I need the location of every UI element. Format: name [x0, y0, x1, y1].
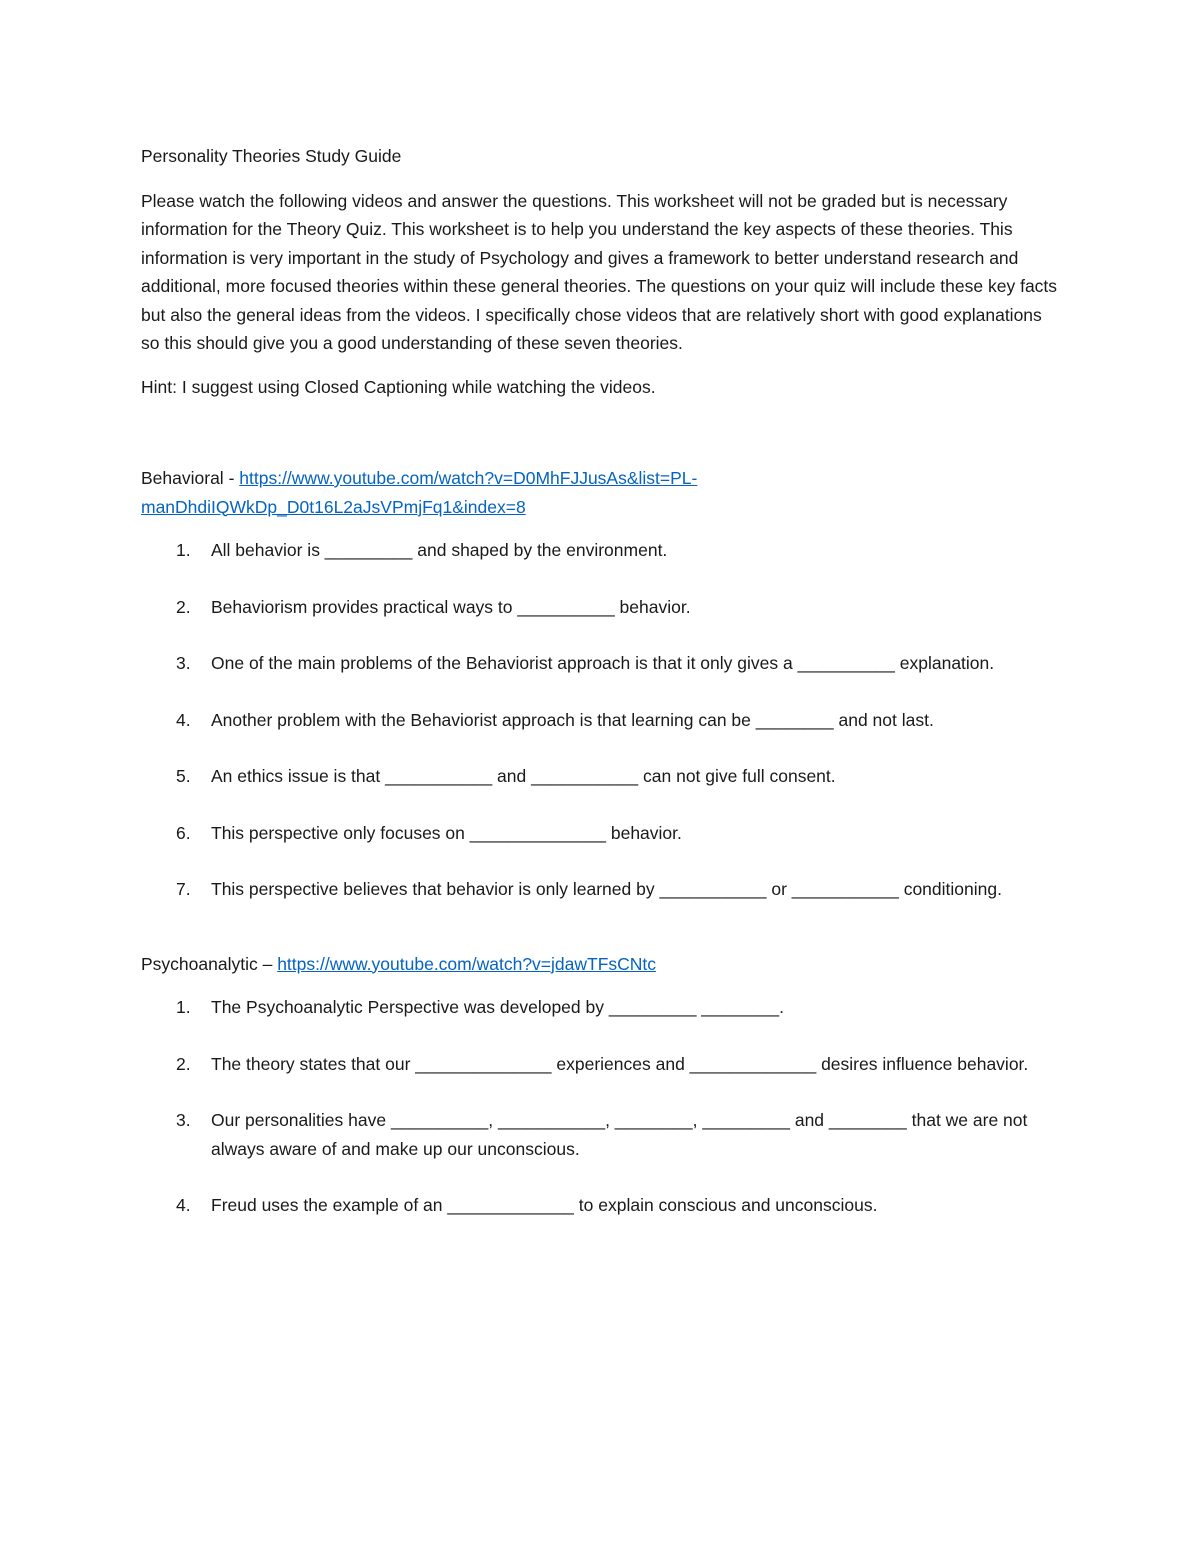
question-number: 2. — [176, 1053, 191, 1074]
question-text: Our personalities have __________, ___________, ________, _________ and ________ that we are not always aware of and make up our unconscious. — [211, 1110, 1028, 1159]
question-number: 7. — [176, 879, 191, 899]
psychoanalytic-question-1 — [141, 993, 1061, 1022]
psychoanalytic-question-2 — [141, 1050, 1061, 1079]
question-number: 6. — [176, 822, 191, 843]
behavioral-question-2 — [141, 593, 1061, 622]
behavioral-question-list — [141, 536, 1061, 904]
behavioral-question-3 — [141, 649, 1061, 678]
psychoanalytic-title: Psychoanalytic — [141, 953, 258, 974]
question-text: All behavior is _________ and shaped by the environment. — [211, 540, 668, 560]
document-page — [141, 142, 1061, 1220]
psychoanalytic-heading — [141, 950, 1061, 979]
question-text: Freud uses the example of an _____________ to explain conscious and unconscious. — [211, 1195, 878, 1215]
psychoanalytic-question-3 — [141, 1106, 1061, 1163]
question-text: Behaviorism provides practical ways to __________ behavior. — [211, 596, 691, 617]
behavioral-question-6 — [141, 819, 1061, 848]
behavioral-link-line-2: manDhdiIQWkDp_D0t16L2aJsVPmjFq1&index=8 — [141, 496, 526, 517]
question-number: 3. — [176, 1110, 191, 1130]
psychoanalytic-separator: – — [257, 953, 278, 974]
behavioral-separator: - — [223, 468, 240, 488]
question-number: 1. — [176, 540, 191, 560]
behavioral-question-1 — [141, 536, 1061, 565]
question-text: An ethics issue is that ___________ and ___________ can not give full consent. — [211, 766, 836, 786]
behavioral-heading — [141, 464, 1061, 521]
question-number: 1. — [176, 997, 191, 1017]
behavioral-question-7 — [141, 875, 1061, 904]
question-number: 4. — [176, 709, 191, 730]
psychoanalytic-section — [141, 950, 1061, 1220]
question-number: 5. — [176, 766, 191, 786]
psychoanalytic-video-link[interactable]: https://www.youtube.com/watch?v=jdawTFsCNtc — [277, 953, 657, 974]
question-number: 2. — [176, 596, 191, 617]
psychoanalytic-question-4 — [141, 1191, 1061, 1220]
behavioral-link-line-1: https://www.youtube.com/watch?v=D0MhFJJusAs&list=PL- — [239, 468, 698, 488]
behavioral-question-4 — [141, 706, 1061, 735]
psychoanalytic-question-list — [141, 993, 1061, 1220]
question-text: One of the main problems of the Behaviorist approach is that it only gives a __________ explanation. — [211, 653, 995, 673]
question-text: This perspective believes that behavior is only learned by ___________ or ___________ conditioning. — [211, 879, 1002, 899]
question-text: This perspective only focuses on ______________ behavior. — [211, 822, 682, 843]
document-title: Personality Theories Study Guide — [141, 146, 402, 166]
behavioral-question-5 — [141, 762, 1061, 791]
intro-paragraph: Please watch the following videos and answer the questions. This worksheet will not be graded but is necessary information for the Theory Quiz. This worksheet is to help you understand the key aspects of these theories. This information is very important in the study of Psychology and gives a framework to better understand research and additional, more focused theories within these general theories. The questions on your quiz will include these key facts but also the general ideas from the videos. I specifically chose videos that are relatively short with good explanations so this should give you a good understanding of these seven theories. — [141, 190, 1058, 353]
question-number: 4. — [176, 1195, 191, 1215]
behavioral-section — [141, 464, 1061, 904]
question-number: 3. — [176, 653, 191, 673]
question-text: Another problem with the Behaviorist approach is that learning can be ________ and not last. — [211, 709, 934, 730]
question-text: The theory states that our ______________ experiences and _____________ desires influence behavior. — [211, 1053, 1029, 1074]
hint-paragraph: Hint: I suggest using Closed Captioning while watching the videos. — [141, 376, 656, 397]
question-text: The Psychoanalytic Perspective was developed by _________ ________. — [211, 997, 785, 1017]
behavioral-title: Behavioral — [141, 468, 224, 488]
